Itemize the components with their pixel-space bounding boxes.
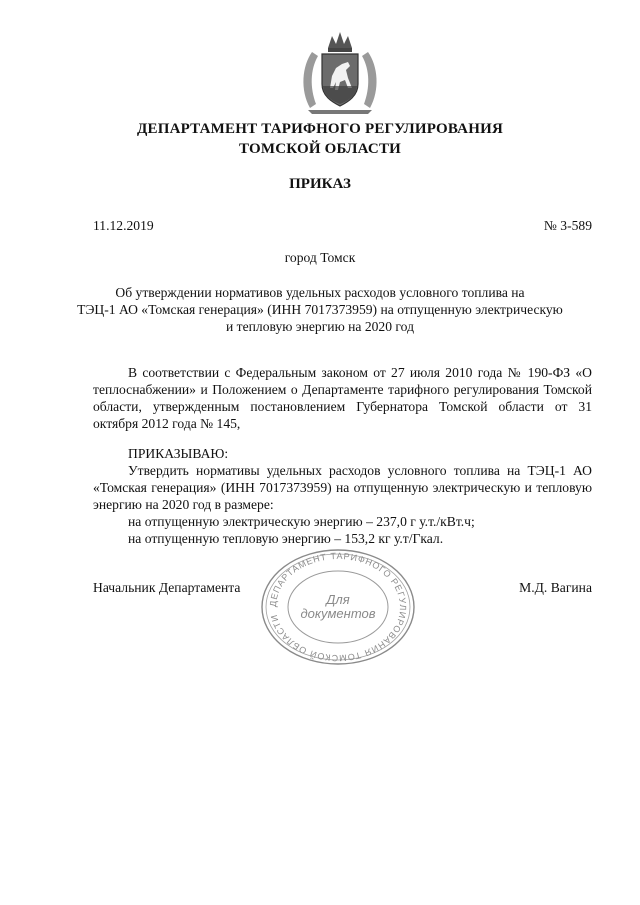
- stamp-center-line2: документов: [300, 606, 376, 621]
- subject-line3: и тепловую энергию на 2020 год: [225, 319, 414, 334]
- preamble-line3: области, утвержденным постановлением Губернатора Томской области от 31: [93, 399, 592, 414]
- document-date: 11.12.2019: [93, 218, 154, 233]
- order-item-electric: на отпущенную электрическую энергию – 237,0 г у.т./кВт.ч;: [128, 514, 475, 529]
- city: город Томск: [284, 250, 356, 265]
- document-number: № 3-589: [543, 218, 592, 233]
- organization-title-line1: ДЕПАРТАМЕНТ ТАРИФНОГО РЕГУЛИРОВАНИЯ: [137, 121, 503, 137]
- official-seal-stamp: [258, 548, 418, 666]
- organization-title-line2: ТОМСКОЙ ОБЛАСТИ: [238, 141, 402, 157]
- order-line2: «Томская генерация» (ИНН 7017373959) на отпущенную электрическую и тепловую: [93, 480, 592, 495]
- preamble-line1: В соответствии с Федеральным законом от 27 июля 2010 года № 190-ФЗ «О: [128, 365, 592, 380]
- order-line1: Утвердить нормативы удельных расходов условного топлива на ТЭЦ-1 АО: [128, 463, 592, 478]
- order-line3: энергию на 2020 год в размере:: [93, 497, 274, 512]
- order-heading: ПРИКАЗЫВАЮ:: [128, 446, 229, 461]
- preamble-line4: октября 2012 года № 145,: [93, 416, 241, 431]
- subject-line2: ТЭЦ-1 АО «Томская генерация» (ИНН 7017373959) на отпущенную электрическую: [77, 302, 563, 317]
- stamp-ring-text: ДЕПАРТАМЕНТ ТАРИФНОГО РЕГУЛИРОВАНИЯ ТОМСКОЙ ОБЛАСТИ: [267, 550, 409, 664]
- order-item-heat: на отпущенную тепловую энергию – 153,2 кг у.т/Гкал.: [128, 531, 444, 546]
- signature-name: М.Д. Вагина: [519, 580, 592, 595]
- preamble-line2: теплоснабжении» и Положением о Департаменте тарифного регулирования Томской: [93, 382, 592, 397]
- stamp-center-line1: Для: [326, 592, 350, 607]
- signature-position: Начальник Департамента: [93, 580, 241, 595]
- coat-of-arms-emblem: [296, 30, 384, 116]
- subject-line1: Об утверждении нормативов удельных расходов условного топлива на: [115, 285, 525, 300]
- document-type: ПРИКАЗ: [289, 176, 351, 192]
